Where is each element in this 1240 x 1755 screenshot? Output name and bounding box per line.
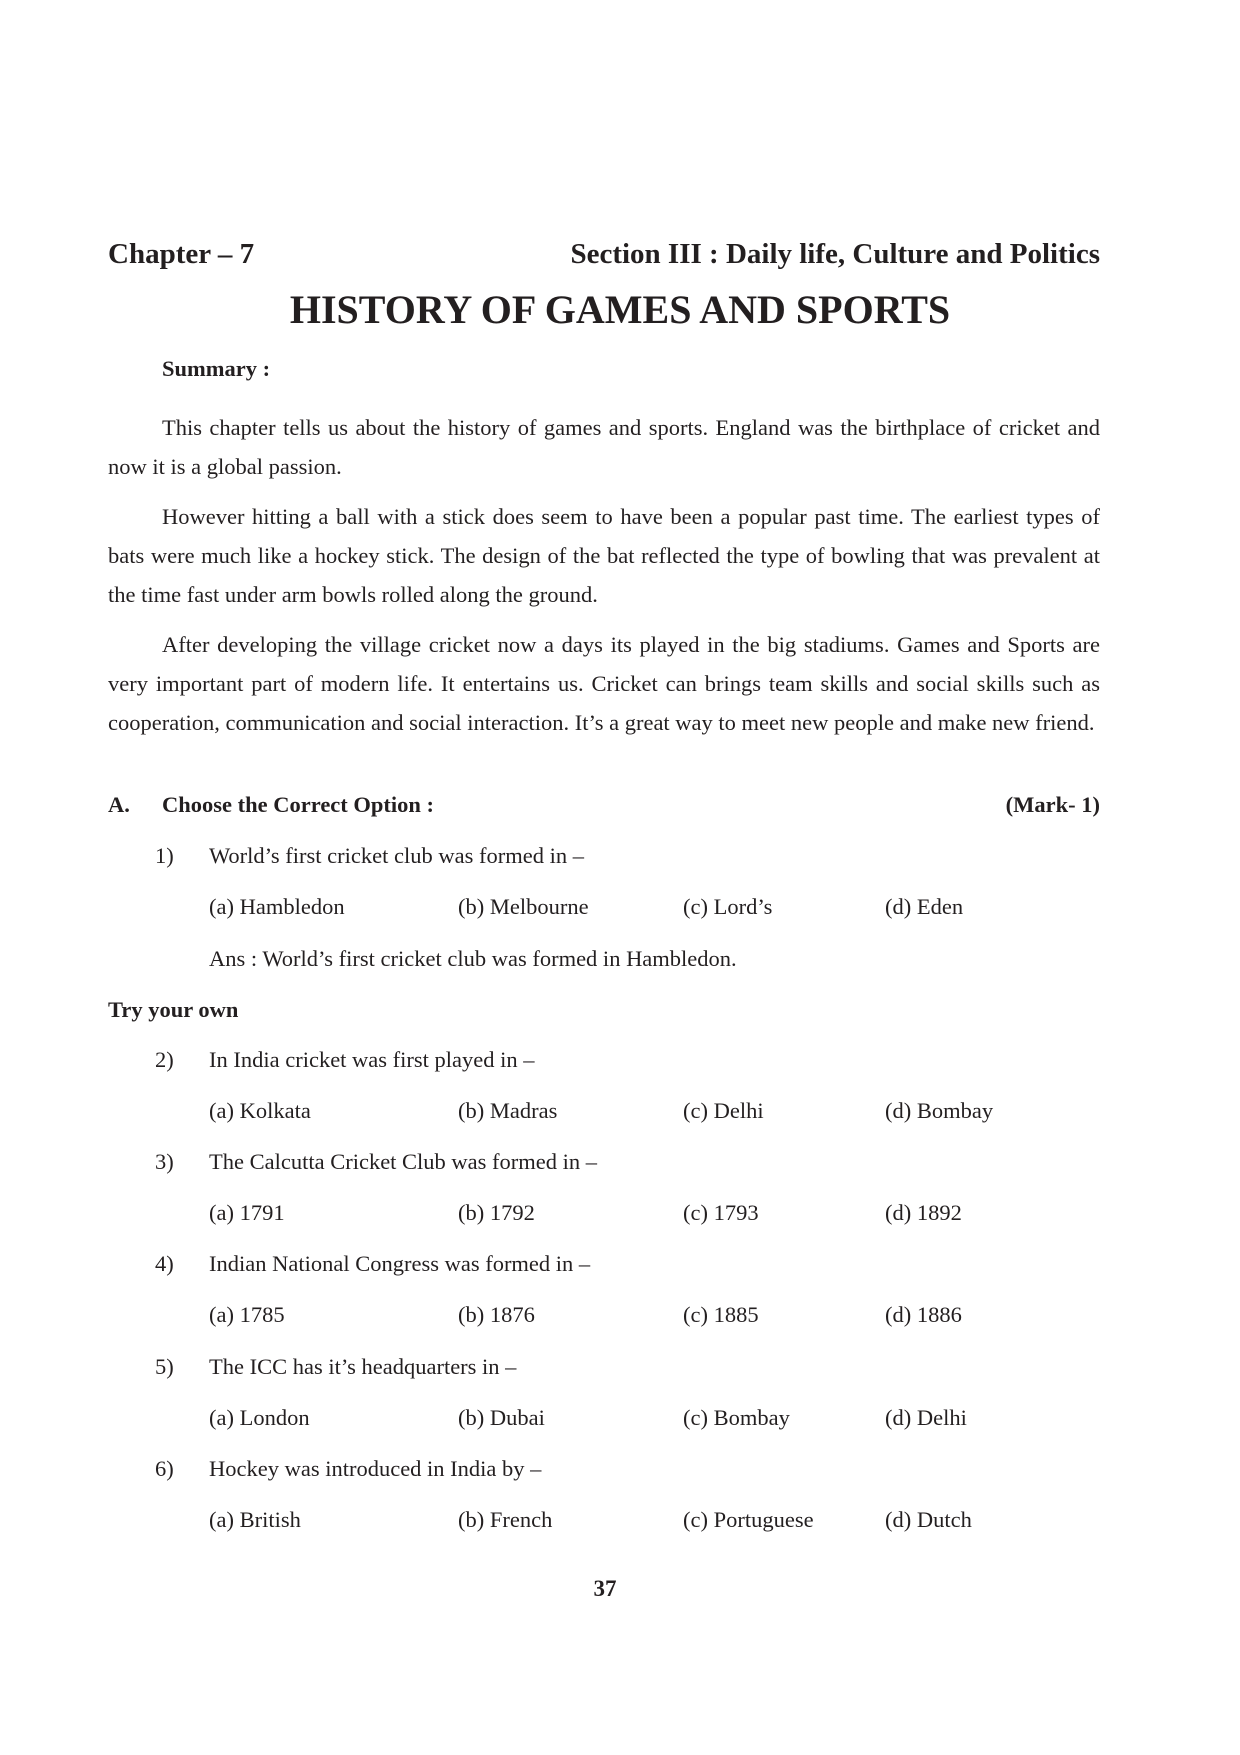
question-number: 2)	[155, 1047, 174, 1072]
question-text: Hockey was introduced in India by –	[209, 1456, 542, 1481]
question-number: 6)	[155, 1456, 174, 1481]
question-number: 3)	[155, 1149, 174, 1174]
chapter-label: Chapter – 7	[108, 238, 255, 270]
section-a-label: A.	[108, 792, 130, 817]
question-text: The ICC has it’s headquarters in –	[209, 1354, 517, 1379]
option-c: (c) Lord’s	[683, 894, 773, 919]
option-c: (c) Bombay	[683, 1405, 790, 1430]
option-d: (d) 1886	[885, 1302, 962, 1327]
question-text: Indian National Congress was formed in –	[209, 1251, 591, 1276]
option-b: (b) 1876	[458, 1302, 535, 1327]
page-number: 37	[593, 1576, 617, 1601]
option-c: (c) Portuguese	[683, 1507, 814, 1532]
option-c: (c) Delhi	[683, 1098, 764, 1123]
section-label: Section III : Daily life, Culture and Politics	[570, 238, 1100, 270]
summary-paragraph: However hitting a ball with a stick does seem to have been a popular past time. The earliest types of bats were much like a hockey stick. The design of the bat reflected the type of bowling that was prevalent at the time fast under arm bowls rolled along the ground.	[108, 504, 1100, 607]
question-text: In India cricket was first played in –	[209, 1047, 535, 1072]
option-b: (b) French	[458, 1507, 553, 1532]
summary-paragraph: This chapter tells us about the history of games and sports. England was the birthplace of cricket and now it is a global passion.	[108, 415, 1100, 479]
chapter-title: HISTORY OF GAMES AND SPORTS	[289, 287, 951, 332]
question-text: The Calcutta Cricket Club was formed in –	[209, 1149, 598, 1174]
option-b: (b) Madras	[458, 1098, 558, 1123]
summary-paragraph: After developing the village cricket now a days its played in the big stadiums. Games and Sports are very important part of modern life. It entertains us. Cricket can brings team skills and social skills such as cooperation, communication and social interaction. It’s a great way to meet new people and make new friend.	[108, 632, 1100, 735]
question-number: 1)	[155, 843, 174, 868]
option-a: (a) British	[209, 1507, 301, 1532]
option-d: (d) Eden	[885, 894, 964, 919]
option-a: (a) Kolkata	[209, 1098, 311, 1123]
option-a: (a) 1785	[209, 1302, 285, 1327]
answer-text: Ans : World’s first cricket club was formed in Hambledon.	[209, 946, 737, 971]
option-a: (a) 1791	[209, 1200, 285, 1225]
marks-label: (Mark- 1)	[1005, 792, 1100, 817]
option-d: (d) Dutch	[885, 1507, 972, 1532]
option-d: (d) Delhi	[885, 1405, 967, 1430]
option-b: (b) Melbourne	[458, 894, 589, 919]
question-number: 5)	[155, 1354, 174, 1379]
section-a-heading: Choose the Correct Option :	[162, 792, 435, 817]
question-text: World’s first cricket club was formed in –	[209, 843, 584, 868]
option-b: (b) Dubai	[458, 1405, 545, 1430]
option-a: (a) Hambledon	[209, 894, 345, 919]
option-d: (d) 1892	[885, 1200, 962, 1225]
option-c: (c) 1793	[683, 1200, 759, 1225]
option-b: (b) 1792	[458, 1200, 535, 1225]
try-your-own-heading: Try your own	[108, 997, 239, 1022]
question-number: 4)	[155, 1251, 174, 1276]
option-c: (c) 1885	[683, 1302, 759, 1327]
summary-heading: Summary :	[162, 356, 271, 381]
option-d: (d) Bombay	[885, 1098, 994, 1123]
option-a: (a) London	[209, 1405, 310, 1430]
